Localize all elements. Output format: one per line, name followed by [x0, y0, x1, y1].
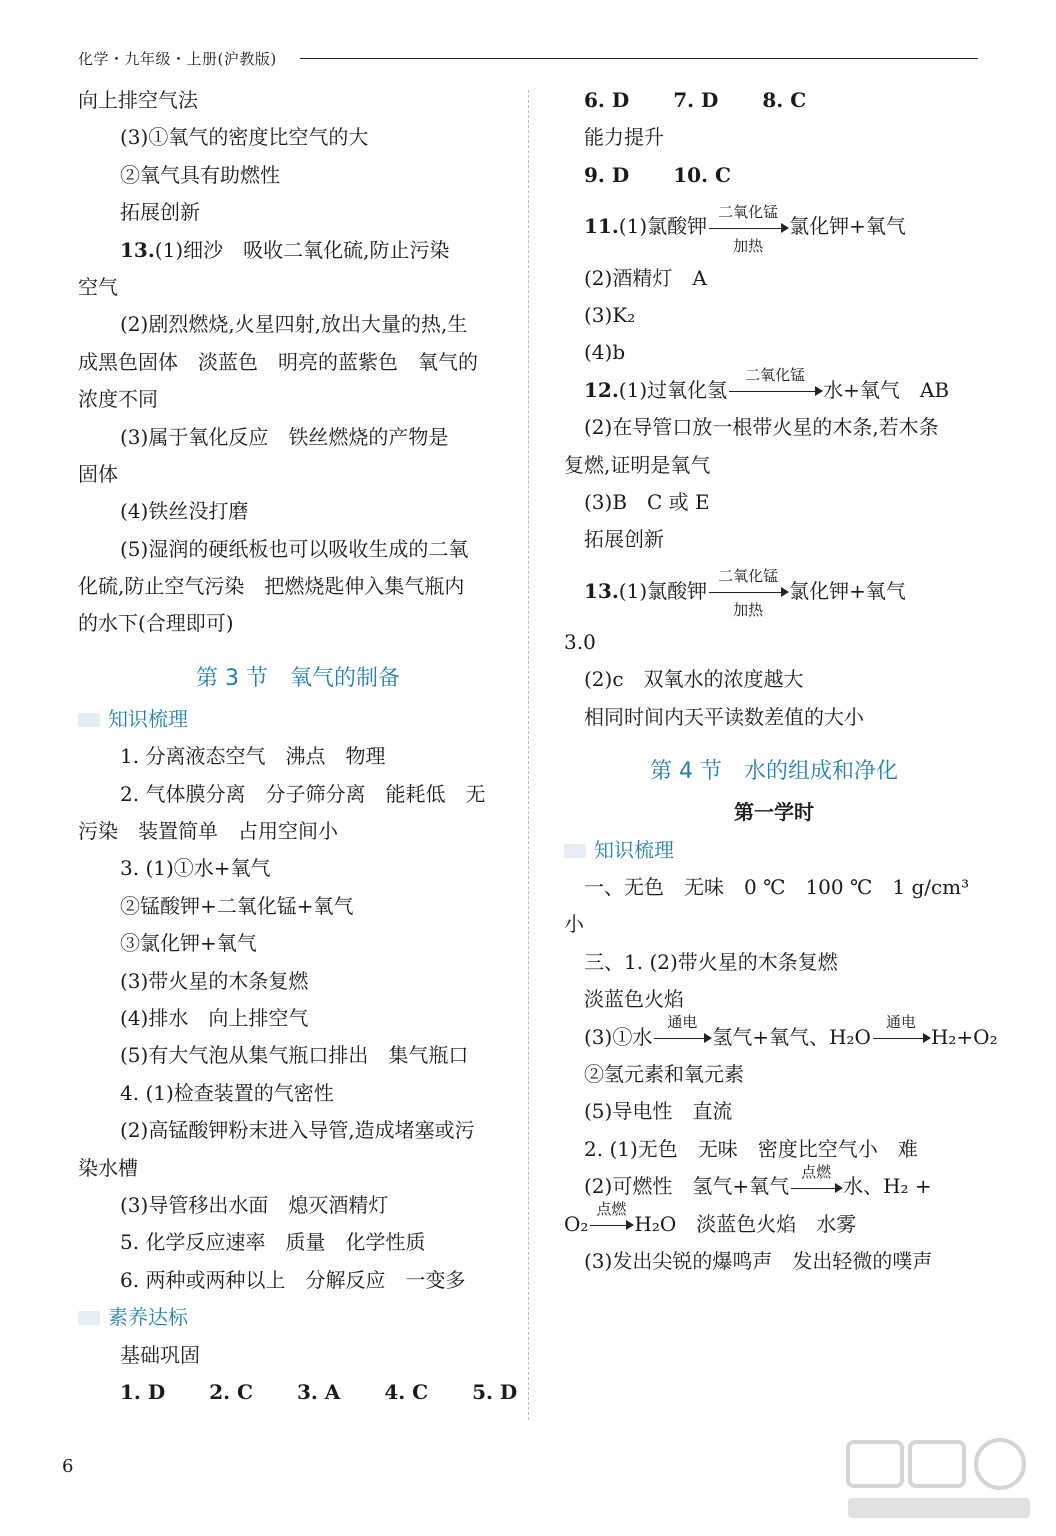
text-line: (2)酒精灯 A: [584, 265, 707, 290]
reaction-arrow: 二氧化锰: [729, 390, 821, 392]
text-line: (2)剧烈燃烧,火星四射,放出大量的热,生: [120, 312, 468, 337]
header-rule: [300, 58, 978, 59]
text-line: 三、1. (2)带火星的木条复燃: [584, 949, 838, 974]
reaction-arrow: 点燃: [791, 1187, 841, 1189]
right-column: [564, 82, 998, 1280]
text-line: 化硫,防止空气污染 把燃烧匙伸入集气瓶内: [78, 574, 465, 599]
text-line: (3)K₂: [584, 302, 636, 327]
text-line: (5)湿润的硬纸板也可以吸收生成的二氧: [120, 536, 469, 561]
text-line: ②锰酸钾+二氧化锰+氧气: [120, 893, 354, 918]
text-line: 小: [564, 912, 584, 937]
running-header: 化学・九年级・上册(沪教版): [78, 50, 277, 68]
text-line: 相同时间内天平读数差值的大小: [584, 704, 864, 729]
text-line: 成黑色固体 淡蓝色 明亮的蓝紫色 氧气的: [78, 349, 478, 374]
answer-item: 4. C: [384, 1379, 429, 1404]
question-number: 12.: [584, 377, 619, 402]
text-line: 污染 装置简单 占用空间小: [78, 819, 338, 844]
text-line: 拓展创新: [120, 200, 200, 225]
text-line: (4)排水 向上排空气: [120, 1005, 309, 1030]
answer-row: [78, 1374, 518, 1411]
text-line: ③氯化钾+氧气: [120, 931, 257, 956]
text-line: 3. (1)①水+氧气: [120, 856, 271, 881]
text-line: ②氧气具有助燃性: [120, 162, 280, 187]
lesson-title: 第一学时: [734, 800, 814, 825]
text-line: 空气: [78, 274, 118, 299]
text-line: (2)高锰酸钾粉末进入导管,造成堵塞或污: [120, 1118, 475, 1143]
subsection-heading: 知识梳理: [78, 701, 518, 738]
left-column: [78, 82, 518, 1411]
reaction-arrow: 二氧化锰 加热: [709, 227, 787, 229]
subsection-heading: 素养达标: [78, 1299, 518, 1336]
text-line: 基础巩固: [120, 1342, 200, 1367]
text-line: 浓度不同: [78, 387, 158, 412]
question-number: 11.: [584, 214, 619, 239]
text-line: 4. (1)检查装置的气密性: [120, 1080, 334, 1105]
answer-item: 2. C: [209, 1379, 253, 1404]
text-line: ②氢元素和氧元素: [584, 1061, 744, 1086]
equation-line: (3)①水 通电 氢气+氧气、H₂O 通电 H₂+O₂: [584, 1013, 998, 1049]
text-line: (3)属于氧化反应 铁丝燃烧的产物是: [120, 424, 449, 449]
text-line: (3)带火星的木条复燃: [120, 968, 309, 993]
text-line: 3.0: [564, 630, 596, 655]
text-line: (2)c 双氧水的浓度越大: [584, 667, 804, 692]
text-line: 拓展创新: [584, 527, 664, 552]
equation-line: (2)可燃性 氢气+氧气 点燃 水、H₂ +: [584, 1162, 932, 1199]
answer-item: 6. D: [584, 88, 630, 112]
column-divider: [528, 90, 529, 1420]
reaction-arrow: 通电: [654, 1037, 710, 1039]
subsection-heading: 知识梳理: [564, 832, 984, 869]
answer-item: 1. D: [120, 1379, 166, 1404]
text-line: 6. 两种或两种以上 分解反应 一变多: [120, 1267, 466, 1292]
text-line: 的水下(合理即可): [78, 611, 234, 636]
answer-item: 10. C: [673, 162, 731, 187]
text-line: 13.(1)细沙 吸收二氧化硫,防止污染: [120, 237, 450, 262]
text-line: (5)导电性 直流: [584, 1099, 733, 1124]
text-line: (3)发出尖锐的爆鸣声 发出轻微的噗声: [584, 1248, 933, 1273]
text-line: 2. 气体膜分离 分子筛分离 能耗低 无: [120, 781, 486, 806]
text-line: (2)在导管口放一根带火星的木条,若木条: [584, 415, 939, 440]
reaction-arrow: 二氧化锰 加热: [709, 591, 787, 593]
text-line: 复燃,证明是氧气: [564, 452, 711, 477]
text-line: 固体: [78, 461, 118, 486]
reaction-arrow: 通电: [873, 1037, 929, 1039]
equation-line: O₂ 点燃 H₂O 淡蓝色火焰 水雾: [564, 1200, 857, 1236]
page-number: 6: [62, 1456, 74, 1477]
question-number: 13.: [584, 578, 619, 603]
text-line: 能力提升: [584, 125, 664, 150]
answer-item: 9. D: [584, 162, 630, 187]
answer-row: [564, 82, 984, 119]
text-line: 向上排空气法: [78, 88, 198, 112]
text-line: 一、无色 无味 0 ℃ 100 ℃ 1 g/cm³: [584, 875, 970, 900]
answer-item: 5. D: [472, 1379, 518, 1404]
text-line: 淡蓝色火焰: [584, 987, 684, 1012]
text-line: (3)导管移出水面 熄灭酒精灯: [120, 1192, 389, 1217]
text-line: (3)①氧气的密度比空气的大: [120, 125, 369, 150]
watermark-logo: [844, 1436, 1034, 1526]
text-line: 5. 化学反应速率 质量 化学性质: [120, 1230, 426, 1255]
text-line: 2. (1)无色 无味 密度比空气小 难: [584, 1136, 918, 1161]
section-heading: 第 3 节 氧气的制备: [196, 665, 400, 691]
answer-item: 3. A: [296, 1379, 341, 1404]
text-line: (5)有大气泡从集气瓶口排出 集气瓶口: [120, 1043, 469, 1068]
equation-line: 11.(1)氯酸钾 二氧化锰 加热 氯化钾+氧气: [584, 202, 906, 255]
answer-item: 7. D: [673, 88, 719, 112]
equation-line: 12.(1)过氧化氢 二氧化锰 水+氧气 AB: [584, 366, 950, 402]
text-line: 1. 分离液态空气 沸点 物理: [120, 744, 386, 769]
text-line: 染水槽: [78, 1155, 138, 1180]
text-line: (4)b: [584, 340, 626, 365]
text-line: (3)B C 或 E: [584, 489, 710, 514]
section-heading: 第 4 节 水的组成和净化: [650, 759, 898, 785]
answer-row: [564, 157, 984, 194]
text-line: (4)铁丝没打磨: [120, 499, 249, 524]
reaction-arrow: 点燃: [590, 1224, 632, 1226]
answer-item: 8. C: [762, 88, 807, 112]
question-number: 13.: [120, 237, 155, 262]
equation-line: 13.(1)氯酸钾 二氧化锰 加热 氯化钾+氧气: [584, 567, 906, 620]
